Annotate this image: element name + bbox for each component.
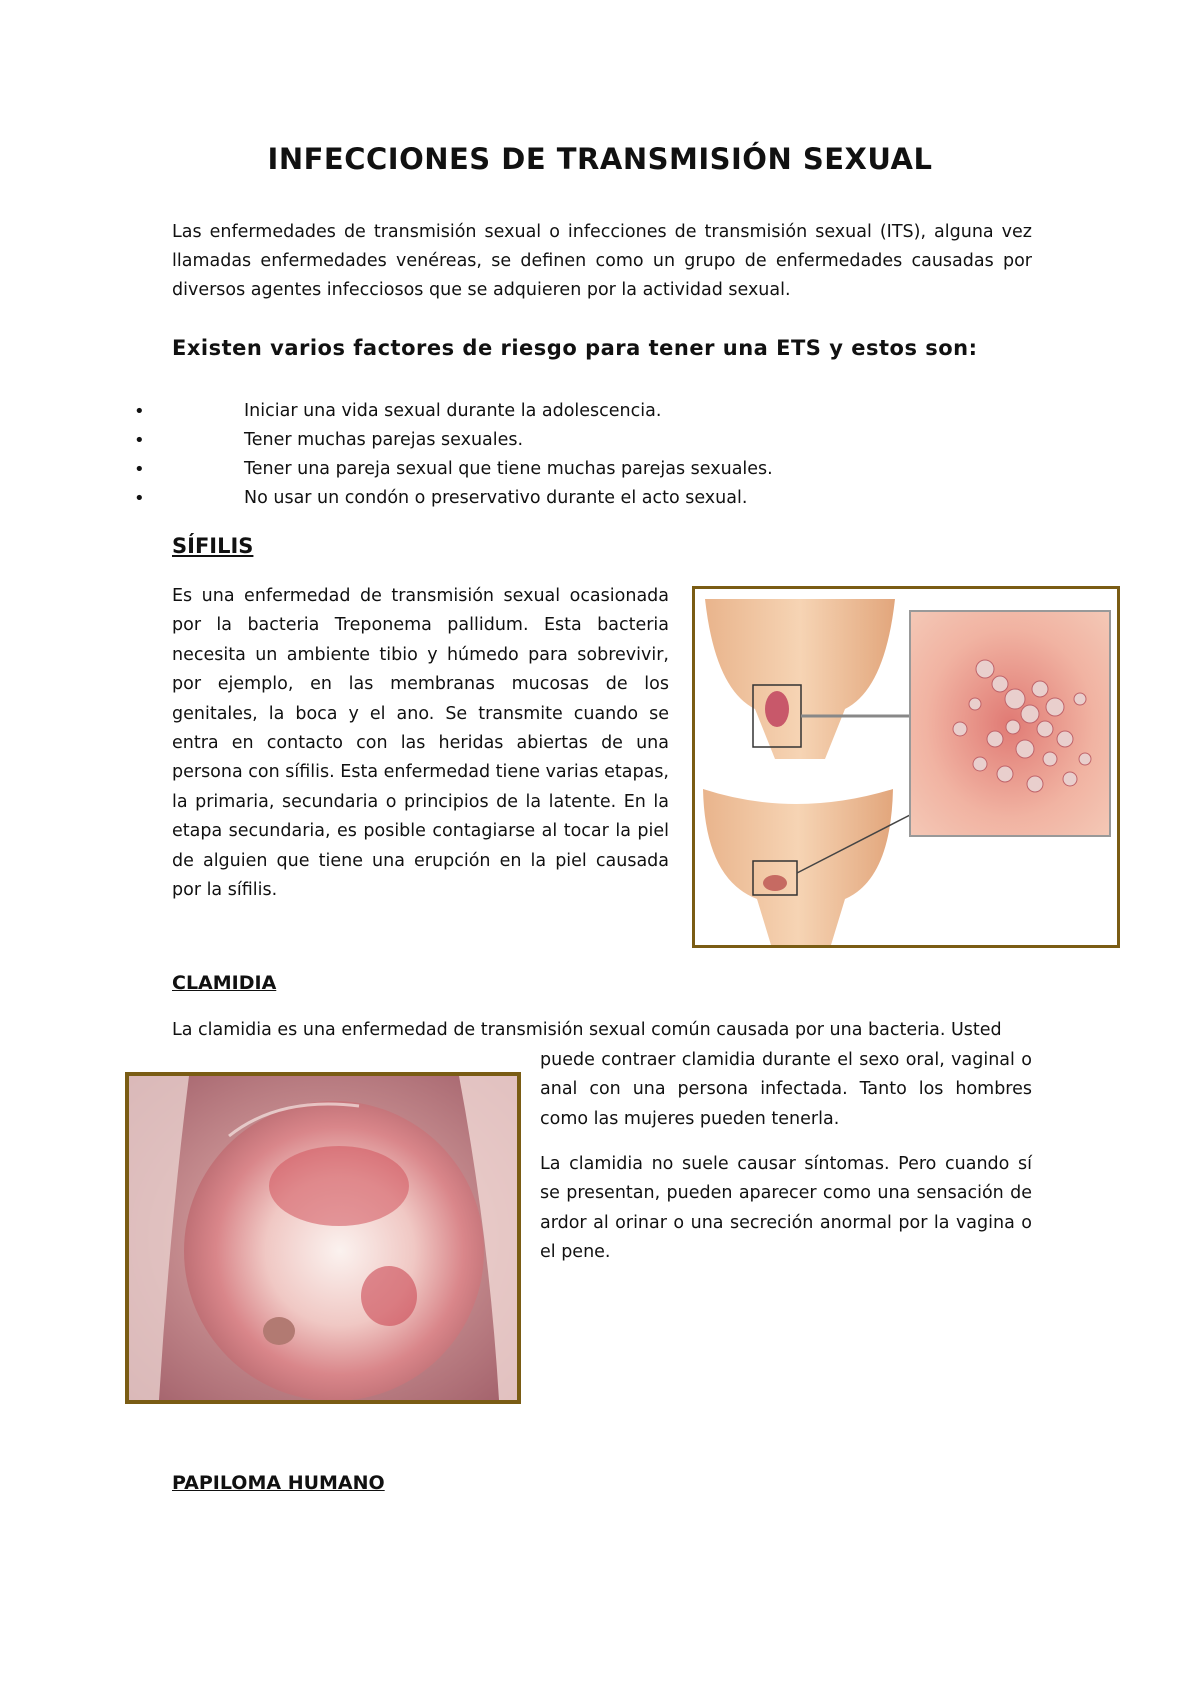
sifilis-illustration-image [695,589,1117,945]
bullet-icon: • [134,488,145,509]
clamidia-heading: CLAMIDIA [172,972,277,994]
clamidia-photo [125,1072,521,1404]
bullet-icon: • [134,459,145,480]
clamidia-paragraph-2: La clamidia no suele causar síntomas. Pero cuando sí se presentan, pueden aparecer como una sensación de ardor al orinar o una secreción anormal por la vagina o el pene. [540,1154,1032,1263]
risk-heading: Existen varios factores de riesgo para tener una ETS y estos son: [172,336,978,360]
list-item [0,455,900,484]
risk-factor-text: Tener muchas parejas sexuales. [244,430,524,450]
clamidia-paragraph-rest: puede contraer clamidia durante el sexo oral, vaginal o anal con una persona infectada. Tanto los hombres como las mujeres pueden tenerla. [540,1050,1032,1129]
document-title: INFECCIONES DE TRANSMISIÓN SEXUAL [267,142,933,176]
bullet-icon: • [134,430,145,451]
risk-factor-text: No usar un condón o preservativo durante el acto sexual. [244,488,748,508]
list-item [0,484,900,513]
risk-factor-text: Tener una pareja sexual que tiene muchas parejas sexuales. [244,459,773,479]
risk-factor-text: Iniciar una vida sexual durante la adolescencia. [244,401,662,421]
bullet-icon: • [134,401,145,422]
sifilis-illustration [692,586,1120,948]
clamidia-paragraph-line1: La clamidia es una enfermedad de transmisión sexual común causada por una bacteria. Usted [172,1020,1002,1040]
clamidia-photo-image [129,1076,517,1400]
sifilis-paragraph: Es una enfermedad de transmisión sexual ocasionada por la bacteria Treponema pallidum. Esta bacteria necesita un ambiente tibio y húmedo para sobrevivir, por ejemplo, en las membranas mucosas de los genitales, la boca y el ano. Se transmite cuando se entra en contacto con las heridas abiertas de una persona con sífilis. Esta enfermedad tiene varias etapas, la primaria, secundaria o principios de la latente. En la etapa secundaria, es posible contagiarse al tocar la piel de alguien que tiene una erupción en la piel causada por la sífilis. [172,586,669,901]
sifilis-heading: SÍFILIS [172,534,254,558]
list-item [0,397,900,426]
papiloma-heading: PAPILOMA HUMANO [172,1472,385,1494]
list-item [0,426,900,455]
risk-factor-list [0,397,900,513]
intro-paragraph: Las enfermedades de transmisión sexual o infecciones de transmisión sexual (ITS), alguna vez llamadas enfermedades venéreas, se definen como un grupo de enfermedades causadas por diversos agentes infecciosos que se adquieren por la actividad sexual. [172,222,1032,300]
